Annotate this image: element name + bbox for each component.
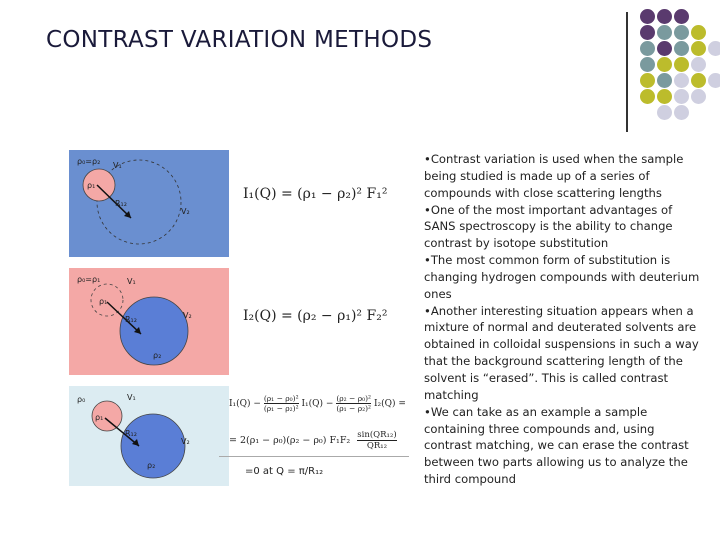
dot (708, 41, 720, 56)
dot (657, 9, 672, 24)
dot (691, 41, 706, 56)
panel-1-svg (69, 150, 229, 257)
dot (691, 73, 706, 88)
eq-part: I₁(Q) − (229, 399, 261, 409)
panel-3-v2: V₂ (181, 437, 190, 446)
page-title: CONTRAST VARIATION METHODS (46, 27, 433, 53)
dot (657, 89, 672, 104)
eq-frac-num: (ρ₁ − ρ₀)² (263, 394, 299, 403)
dot (640, 25, 655, 40)
panel-2-v1: V₁ (127, 277, 136, 286)
eq-frac-num: (ρ₂ − ρ₀)² (336, 394, 372, 403)
panel-2 (69, 268, 412, 375)
panel-3-eq-line1 (229, 394, 406, 413)
panel-1-v2: V₂ (181, 207, 190, 216)
eq-minus: − (316, 186, 338, 202)
eq-minus: − (316, 308, 338, 324)
panel-1-equation-area (229, 150, 412, 257)
bullet-item: •Another interesting situation appears when a mixture of normal and deuterated solvents are obtained in colloidal suspensions in such a way that the background scattering length of the solvent is “erased”. This is called contrast matching (424, 303, 699, 402)
bullet-item: •One of the most important advantages of SANS spectroscopy is the ability to change contrast by isotope substitution (424, 202, 673, 251)
panel-1-label: ρ₀=ρ₂ (77, 157, 101, 166)
panel-3-equation-area (229, 386, 412, 486)
dot (640, 73, 655, 88)
bullet-text-block (424, 151, 704, 488)
panel-3-rho1: ρ₁ (95, 413, 104, 422)
dot (640, 57, 655, 72)
dot (674, 41, 689, 56)
panel-2-diagram (69, 268, 229, 375)
panel-1-r12: R₁₂ (115, 199, 127, 208)
dot (640, 41, 655, 56)
panel-2-rho2: ρ₂ (153, 351, 162, 360)
eq-part: I₂(Q) = (373, 399, 406, 409)
bullet-item: •Contrast variation is used when the sample being studied is made up of a series of compounds with close scattering lengths (424, 152, 684, 200)
dot (657, 41, 672, 56)
eq-frac-den: (ρ₁ − ρ₂)² (336, 404, 372, 413)
dot (657, 57, 672, 72)
dot (691, 57, 706, 72)
panel-3-svg (69, 386, 229, 486)
panel-2-v2: V₂ (183, 311, 192, 320)
bullet-item: •The most common form of substitution is changing hydrogen compounds with deuterium ones (424, 253, 700, 301)
panel-1-v1: V₁ (113, 161, 122, 170)
dot (640, 9, 655, 24)
eq-lhs: I₂(Q) = ( (243, 308, 303, 324)
eq-rhs: )² F₂² (350, 308, 388, 324)
equation-underline (219, 456, 409, 457)
eq-rho1: ρ₁ (302, 186, 317, 202)
dot (674, 25, 689, 40)
panel-1 (69, 150, 412, 257)
decorative-dot-grid (628, 9, 720, 121)
dot (657, 105, 672, 120)
eq-part: I₁(Q) − (301, 399, 334, 409)
dot (657, 25, 672, 40)
dot (674, 73, 689, 88)
panel-1-diagram (69, 150, 229, 257)
panel-3-diagram (69, 386, 229, 486)
dot (674, 57, 689, 72)
panel-3-v1: V₁ (127, 393, 136, 402)
panel-3-rho2: ρ₂ (147, 461, 156, 470)
eq-rho1: ρ₁ (337, 308, 351, 324)
dot (674, 9, 689, 24)
panel-2-equation-area (229, 268, 412, 375)
panel-2-rho1: ρ₁ (99, 297, 108, 306)
dot (657, 73, 672, 88)
eq-frac-den: (ρ₁ − ρ₂)² (263, 404, 299, 413)
dot (674, 105, 689, 120)
panel-2-label: ρ₀=ρ₁ (77, 275, 101, 284)
panel-2-svg (69, 268, 229, 375)
eq-frac-num: sin(QR₁₂) (357, 430, 397, 440)
eq-rho2: ρ₂ (337, 186, 351, 202)
dot (640, 89, 655, 104)
eq-rhs: )² F₁² (350, 186, 388, 202)
panel-3-r12: R₁₂ (125, 429, 137, 438)
bullet-item: •We can take as an example a sample containing three compounds and, using contrast matching, we can erase the contrast between two parts allowing us to analyze the third compound (424, 404, 689, 487)
eq-frac-den: QR₁₂ (366, 441, 388, 451)
panel-3-eq-line2 (229, 430, 397, 451)
eq-rho2: ρ₂ (302, 308, 317, 324)
eq-part: = 2(ρ₁ − ρ₀)(ρ₂ − ρ₀) F₁F₂ (229, 435, 351, 446)
panel-3-label: ρ₀ (77, 395, 86, 404)
panel-1-equation (243, 186, 387, 202)
panel-2-r12: R₁₂ (125, 315, 137, 324)
panel-3 (69, 386, 412, 486)
dot (708, 73, 720, 88)
dot (691, 25, 706, 40)
contrast-variation-figure (69, 150, 412, 486)
dot (691, 89, 706, 104)
panel-1-rho1: ρ₁ (87, 181, 96, 190)
dot (674, 89, 689, 104)
panel-3-eq-line3: =0 at Q = π/R₁₂ (245, 466, 324, 477)
eq-lhs: I₁(Q) = ( (243, 186, 303, 202)
panel-2-equation (243, 308, 387, 324)
